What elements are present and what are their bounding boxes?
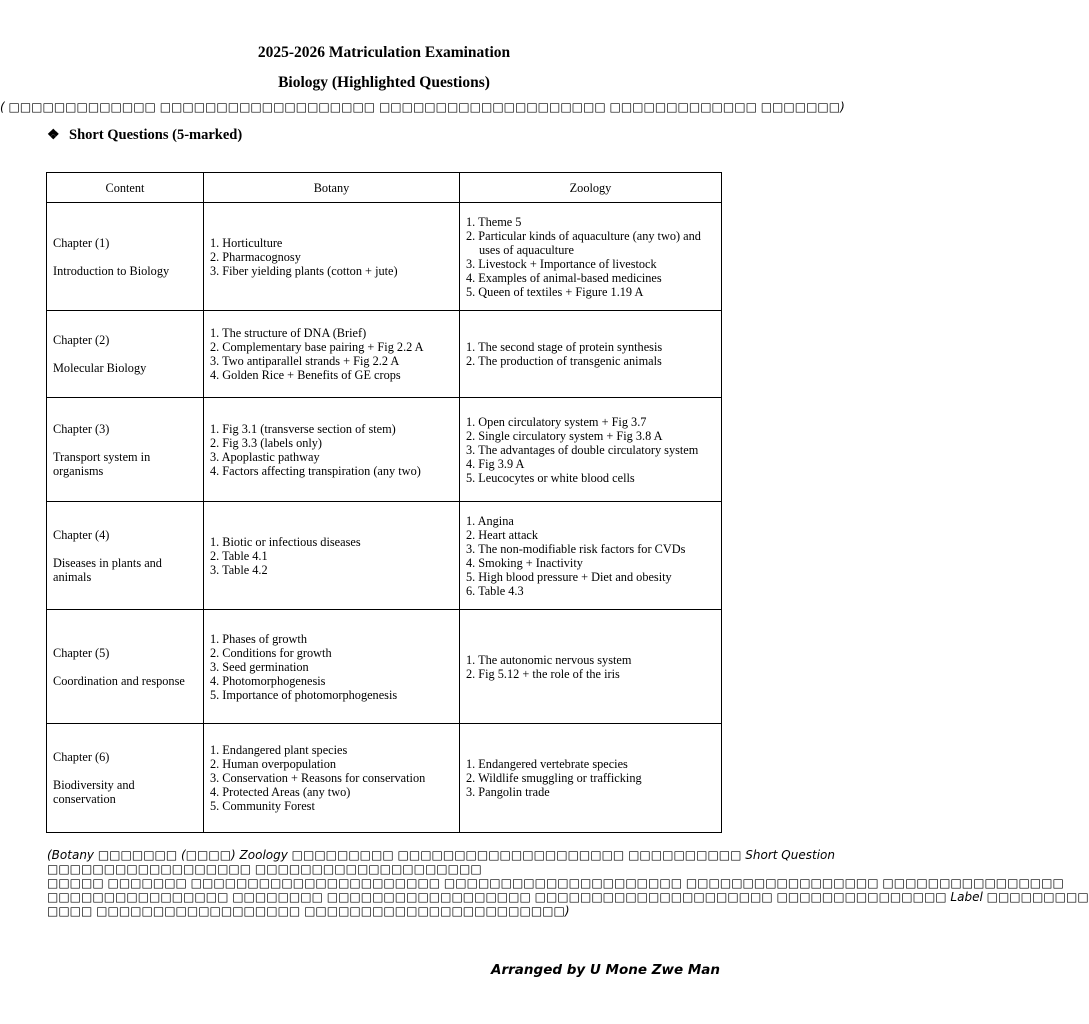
list-item: 3. Pangolin trade [466, 785, 550, 799]
chapter-cell [47, 610, 204, 724]
zoology-cell [460, 311, 722, 398]
list-item: 1. Open circulatory system + Fig 3.7 [466, 414, 647, 429]
table-row [47, 502, 722, 610]
list-item: 4. Fig 3.9 A [466, 456, 525, 471]
chapter-cell [47, 398, 204, 502]
table-row [47, 203, 722, 311]
list-item: 5. High blood pressure + Diet and obesity [466, 569, 672, 584]
list-item: 4. Smoking + Inactivity [466, 555, 583, 570]
questions-table [46, 172, 722, 833]
list-item: 1. The second stage of protein synthesis [466, 340, 663, 354]
chapter-topic: Coordination and response [53, 673, 185, 688]
chapter-number: Chapter (5) [53, 645, 110, 660]
table-row [47, 610, 722, 724]
botany-cell [204, 502, 460, 610]
botany-cell [204, 311, 460, 398]
section-heading-text: Short Questions (5-marked) [69, 127, 243, 143]
zoology-cell [460, 502, 722, 610]
list-item: 4. Photomorphogenesis [210, 673, 326, 688]
footer-line: □□□□□□□□□□□□□□□□□□ □□□□□□□□□□□□□□□□□□□□ [47, 862, 482, 876]
section-heading [47, 127, 242, 144]
list-item: 1. The autonomic nervous system [466, 652, 632, 667]
footer-note [47, 848, 1089, 918]
footer-line: □□□□□□□□□□□□□□□□ □□□□□□□□ □□□□□□□□□□□□□□□□□□ □□□□□□□□□□□□□□□□□□□□□ □□□□□□□□□□□□□□□ Label □□□□□□□□□ [47, 890, 1089, 904]
author-signature: Arranged by U Mone Zwe Man [491, 962, 720, 978]
list-item: 3. Two antiparallel strands + Fig 2.2 A [210, 354, 400, 368]
botany-cell [204, 610, 460, 724]
list-item: 4. Golden Rice + Benefits of GE crops [210, 368, 401, 382]
list-item: 3. Fiber yielding plants (cotton + jute) [210, 263, 398, 278]
list-item: 3. Conservation + Reasons for conservation [210, 771, 426, 785]
list-item: 4. Examples of animal-based medicines [466, 270, 662, 285]
botany-cell [204, 724, 460, 833]
list-item: 6. Table 4.3 [466, 583, 524, 598]
botany-cell [204, 203, 460, 311]
table-header-row [47, 173, 722, 203]
list-item: 2. Particular kinds of aquaculture (any two) and uses of aquaculture [466, 228, 701, 257]
list-item: 4. Factors affecting transpiration (any two) [210, 463, 421, 478]
footer-line: □□□□ □□□□□□□□□□□□□□□□□□ □□□□□□□□□□□□□□□□□□□□□□□) [47, 904, 570, 918]
list-item: 1. Theme 5 [466, 214, 522, 229]
list-item: 2. Human overpopulation [210, 757, 337, 771]
header-zoology: Zoology [460, 173, 722, 203]
list-item: 3. Livestock + Importance of livestock [466, 256, 657, 271]
list-item: 2. Wildlife smuggling or trafficking [466, 771, 642, 785]
zoology-cell [460, 203, 722, 311]
chapter-number: Chapter (6) [53, 750, 110, 764]
chapter-number: Chapter (3) [53, 421, 110, 436]
zoology-cell [460, 610, 722, 724]
chapter-number: Chapter (1) [53, 235, 110, 250]
list-item: 1. Fig 3.1 (transverse section of stem) [210, 421, 396, 436]
list-item: 5. Importance of photomorphogenesis [210, 687, 398, 702]
table-row [47, 724, 722, 833]
table-row [47, 398, 722, 502]
list-item: 1. Endangered plant species [210, 743, 348, 757]
list-item: 2. Heart attack [466, 527, 539, 542]
diamond-bullet-icon: ❖ [47, 128, 60, 143]
chapter-number: Chapter (4) [53, 527, 110, 542]
list-item: 1. Biotic or infectious diseases [210, 534, 361, 549]
list-item: 2. The production of transgenic animals [466, 354, 662, 368]
list-item: 2. Pharmacognosy [210, 249, 301, 264]
list-item: 5. Community Forest [210, 799, 315, 813]
list-item: 1. Angina [466, 513, 514, 528]
chapter-topic: Molecular Biology [53, 361, 147, 375]
chapter-number: Chapter (2) [53, 333, 110, 347]
chapter-cell [47, 502, 204, 610]
chapter-topic: Transport system in organisms [53, 449, 151, 478]
zoology-cell [460, 724, 722, 833]
subject-title: Biology (Highlighted Questions) [278, 74, 490, 91]
header-content: Content [47, 173, 204, 203]
zoology-cell [460, 398, 722, 502]
myanmar-note: ( □□□□□□□□□□□□□ □□□□□□□□□□□□□□□□□□□ □□□□□□□□□□□□□□□□□□□□ □□□□□□□□□□□□□ □□□□□□□) [0, 100, 845, 114]
chapter-cell [47, 203, 204, 311]
exam-title: 2025-2026 Matriculation Examination [257, 44, 511, 61]
header-botany: Botany [204, 173, 460, 203]
list-item: 1. The structure of DNA (Brief) [210, 326, 367, 340]
chapter-cell [47, 311, 204, 398]
chapter-topic: Diseases in plants and animals [53, 555, 162, 584]
list-item: 3. The advantages of double circulatory system [466, 442, 699, 457]
list-item: 2. Conditions for growth [210, 645, 332, 660]
chapter-cell [47, 724, 204, 833]
footer-line: □□□□□ □□□□□□□ □□□□□□□□□□□□□□□□□□□□□□ □□□□□□□□□□□□□□□□□□□□□ □□□□□□□□□□□□□□□□□ □□□□□□□□□□□□□□□□ [47, 876, 1064, 890]
list-item: 2. Fig 5.12 + the role of the iris [466, 666, 620, 681]
list-item: 3. Table 4.2 [210, 562, 268, 577]
list-item: 5. Leucocytes or white blood cells [466, 470, 635, 485]
botany-cell [204, 398, 460, 502]
list-item: 2. Complementary base pairing + Fig 2.2 A [210, 340, 424, 354]
list-item: 3. The non-modifiable risk factors for CVDs [466, 541, 686, 556]
list-item: 3. Seed germination [210, 659, 309, 674]
list-item: 1. Endangered vertebrate species [466, 757, 628, 771]
list-item: 4. Protected Areas (any two) [210, 785, 351, 799]
list-item: 3. Apoplastic pathway [210, 449, 320, 464]
list-item: 2. Single circulatory system + Fig 3.8 A [466, 428, 663, 443]
list-item: 1. Phases of growth [210, 631, 308, 646]
chapter-topic: Introduction to Biology [53, 263, 170, 278]
list-item: 5. Queen of textiles + Figure 1.19 A [466, 284, 644, 299]
footer-line: (Botany □□□□□□□ (□□□□) Zoology □□□□□□□□□ □□□□□□□□□□□□□□□□□□□□ □□□□□□□□□□ Short Question [47, 848, 835, 862]
table-row [47, 311, 722, 398]
list-item: 2. Fig 3.3 (labels only) [210, 435, 323, 450]
list-item: 2. Table 4.1 [210, 548, 268, 563]
list-item: 1. Horticulture [210, 235, 283, 250]
chapter-topic: Biodiversity and conservation [53, 778, 135, 806]
